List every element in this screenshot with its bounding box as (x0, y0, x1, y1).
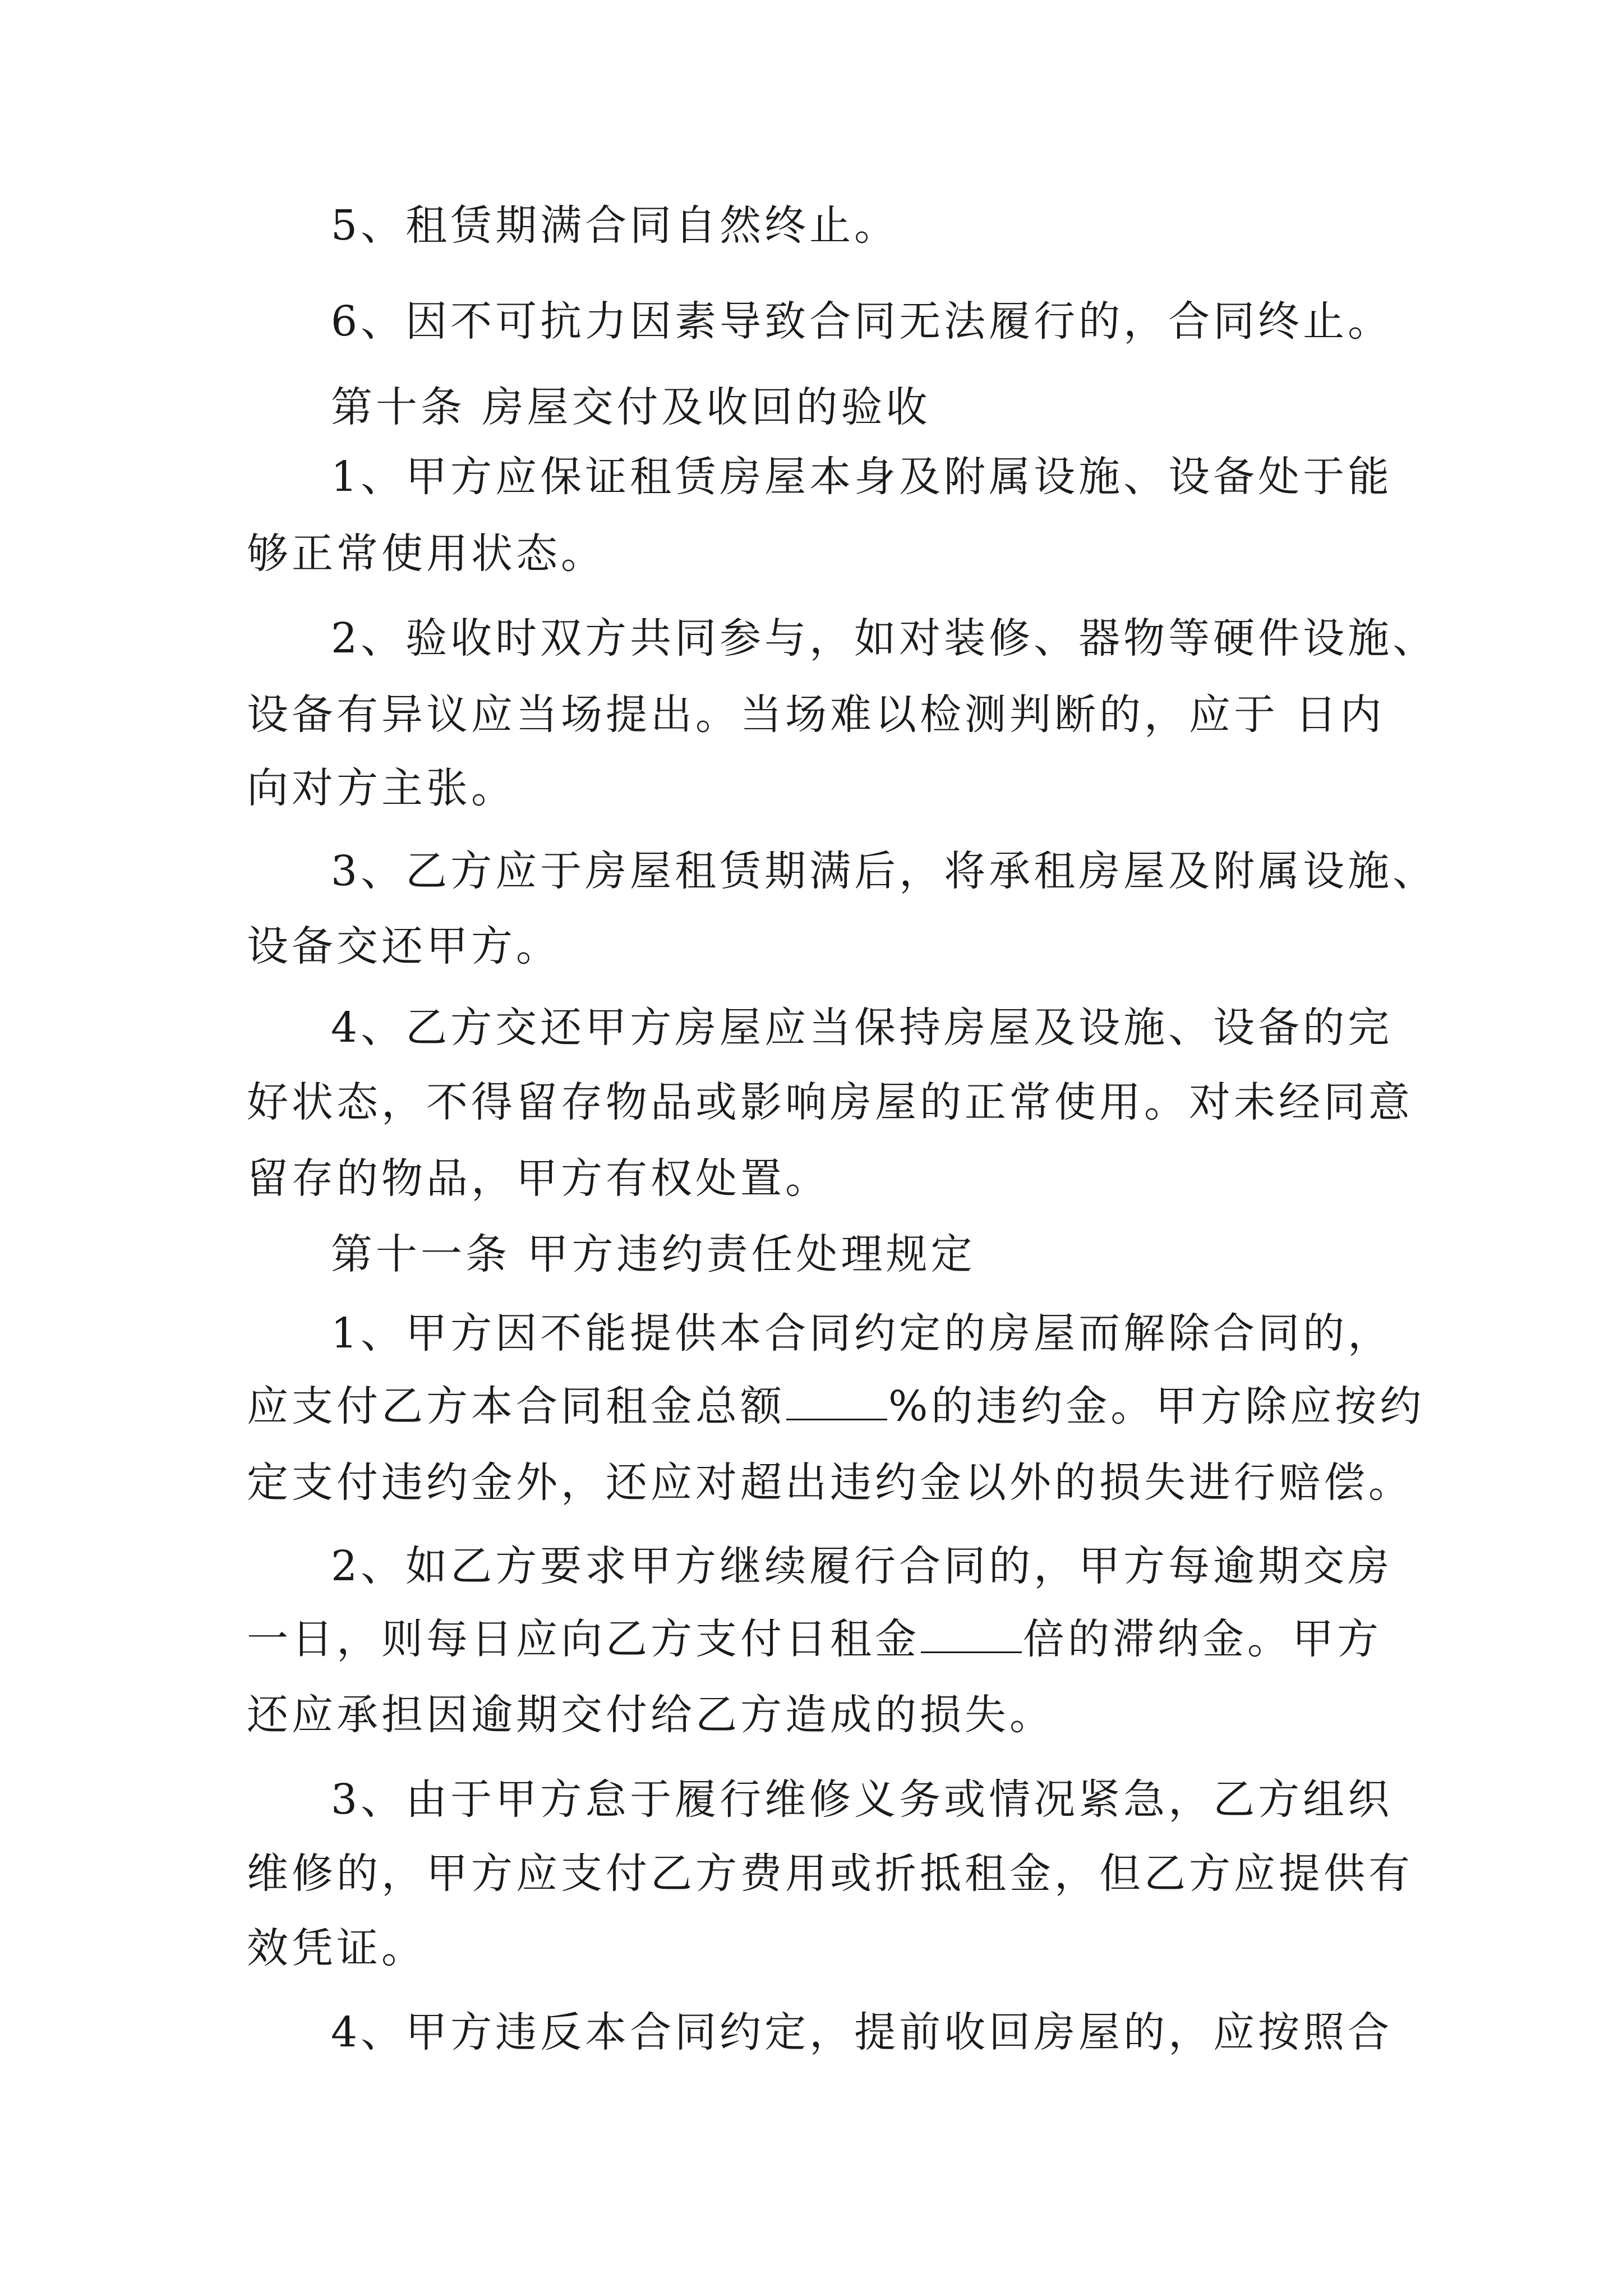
text-line: 2、如乙方要求甲方继续履行合同的，甲方每逾期交房 (331, 1542, 1393, 1590)
fill-in-blank (786, 1385, 887, 1420)
text-line: 够正常使用状态。 (247, 530, 606, 578)
section-heading: 第十条 房屋交付及收回的验收 (331, 383, 931, 431)
text-line: 1、甲方因不能提供本合同约定的房屋而解除合同的， (331, 1309, 1393, 1358)
text-line: 6、因不可抗力因素导致合同无法履行的，合同终止。 (331, 297, 1393, 346)
text-line: 2、验收时双方共同参与，如对装修、器物等硬件设施、 (331, 614, 1438, 662)
text-line: 好状态，不得留存物品或影响房屋的正常使用。对未经同意 (247, 1078, 1413, 1126)
text-line: 4、乙方交还甲方房屋应当保持房屋及设施、设备的完 (331, 1004, 1393, 1052)
text-line: 维修的，甲方应支付乙方费用或折抵租金，但乙方应提供有 (247, 1849, 1413, 1898)
text-line: 向对方主张。 (247, 764, 516, 812)
text-line: 设备有异议应当场提出。当场难以检测判断的，应于 日内 (247, 691, 1385, 739)
text-segment: %的违约金。甲方除应按约 (888, 1382, 1425, 1430)
text-line (247, 1378, 1424, 1434)
text-line: 1、甲方应保证租赁房屋本身及附属设施、设备处于能 (331, 453, 1393, 501)
text-segment: 应支付乙方本合同租金总额 (247, 1382, 785, 1430)
text-line: 5、租赁期满合同自然终止。 (331, 201, 900, 250)
text-line: 还应承担因逾期交付给乙方造成的损失。 (247, 1691, 1054, 1739)
fill-in-blank (921, 1618, 1022, 1653)
text-line: 3、乙方应于房屋租赁期满后，将承租房屋及附属设施、 (331, 847, 1438, 895)
text-line: 定支付违约金外，还应对超出违约金以外的损失进行赔偿。 (247, 1458, 1413, 1507)
text-line: 设备交还甲方。 (247, 922, 561, 970)
text-line: 3、由于甲方怠于履行维修义务或情况紧急，乙方组织 (331, 1775, 1393, 1824)
text-line: 效凭证。 (247, 1924, 426, 1972)
section-heading: 第十一条 甲方违约责任处理规定 (331, 1230, 976, 1278)
text-line (247, 1611, 1382, 1667)
text-line: 4、甲方违反本合同约定，提前收回房屋的，应按照合 (331, 2008, 1393, 2056)
text-segment: 一日，则每日应向乙方支付日租金 (247, 1615, 920, 1663)
text-line: 留存的物品，甲方有权处置。 (247, 1154, 830, 1203)
text-segment: 倍的滞纳金。甲方 (1023, 1615, 1382, 1663)
